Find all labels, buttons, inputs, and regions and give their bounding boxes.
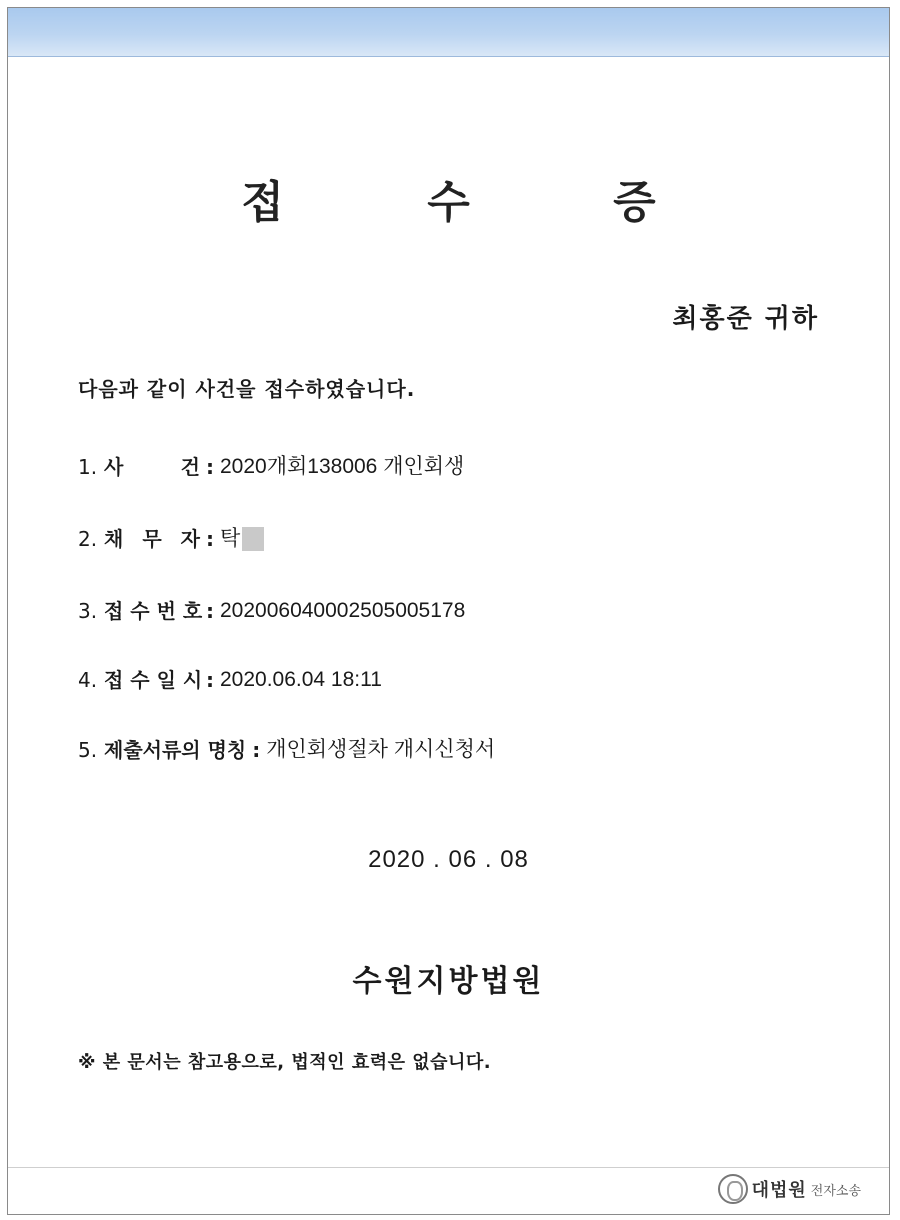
issue-date: 2020 . 06 . 08 (368, 846, 529, 873)
colon: : (252, 738, 261, 762)
logo-main-text: 대법원 (751, 1180, 807, 1201)
item-number: 5. (78, 738, 98, 762)
item-case (78, 453, 464, 481)
logo-sub-text: 전자소송 (810, 1183, 861, 1199)
item-label: 제출서류의 명칭 (104, 738, 247, 762)
court-seal-icon (718, 1174, 748, 1204)
item-value: 개인회생절차 개시신청서 (266, 738, 496, 761)
item-number: 1. (78, 455, 98, 479)
item-label: 사 건 (104, 455, 200, 479)
notice-text: ※ 본 문서는 참고용으로, 법적인 효력은 없습니다. (78, 1052, 492, 1073)
item-value: 탁 (220, 527, 241, 550)
item-receipt-datetime (78, 666, 382, 694)
item-document-name (78, 736, 495, 764)
item-value: 202006040002505005178 (220, 599, 466, 622)
intro-text: 다음과 같이 사건을 접수하였습니다. (78, 377, 416, 401)
item-number: 4. (78, 668, 98, 692)
redaction-box (242, 527, 264, 551)
item-label: 접 수 번 호 (104, 599, 203, 623)
item-label: 접 수 일 시 (104, 668, 203, 692)
item-value: 2020개회138006 개인회생 (220, 455, 465, 478)
item-number: 3. (78, 599, 98, 623)
colon: : (206, 527, 214, 551)
item-number: 2. (78, 527, 98, 551)
item-label: 채 무 자 (104, 527, 200, 551)
colon: : (206, 668, 214, 692)
document-title: 접 수 증 (241, 177, 720, 228)
recipient: 최홍준 귀하 (672, 304, 819, 334)
item-value: 2020.06.04 18:11 (220, 668, 382, 691)
document-frame (7, 7, 890, 1215)
footer-divider (8, 1167, 889, 1168)
top-band (8, 8, 889, 57)
item-receipt-number (78, 597, 465, 625)
footer-logo (718, 1174, 861, 1204)
colon: : (206, 599, 214, 623)
item-debtor (78, 525, 264, 553)
court-name: 수원지방법원 (352, 964, 545, 999)
colon: : (206, 455, 214, 479)
